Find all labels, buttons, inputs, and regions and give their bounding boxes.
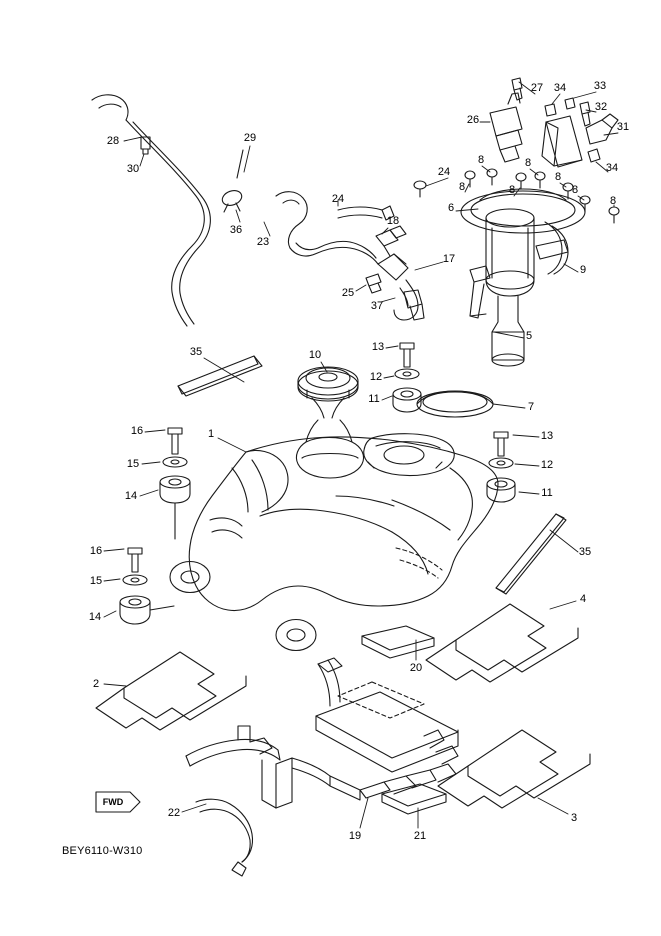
pad-3: [438, 730, 590, 808]
callout-number: 17: [442, 253, 456, 265]
callout-number: 32: [594, 101, 608, 113]
callout-number: 35: [578, 546, 592, 558]
tank-mount-lower: [120, 548, 174, 624]
damper-35-left: [178, 356, 262, 396]
damper-35-right: [496, 514, 566, 594]
callout-number: 20: [409, 662, 423, 674]
fuel-pipe-18: [338, 206, 406, 256]
callout-number: 14: [88, 611, 102, 623]
callout-number: 4: [579, 593, 587, 605]
pad-4: [426, 604, 578, 682]
callout-number: 33: [593, 80, 607, 92]
callout-number: 5: [525, 330, 533, 342]
callout-number: 8: [458, 181, 466, 193]
pad-2: [96, 652, 246, 730]
callout-number: 8: [477, 154, 485, 166]
callout-number: 22: [167, 807, 181, 819]
callout-number: 1: [207, 428, 215, 440]
callout-number: 29: [243, 132, 257, 144]
callout-number: 21: [413, 830, 427, 842]
callout-number: 15: [89, 575, 103, 587]
fuel-tank-cap: [298, 367, 358, 418]
tank-mount-upper: [160, 428, 190, 539]
callout-number: 15: [126, 458, 140, 470]
fuel-tank-body: [170, 420, 498, 651]
callout-number: 24: [437, 166, 451, 178]
callout-number: 31: [616, 121, 630, 133]
fwd-direction-label: FWD: [102, 797, 124, 807]
callout-number: 13: [371, 341, 385, 353]
callout-number: 7: [527, 401, 535, 413]
callout-number: 24: [331, 193, 345, 205]
bolt-stack-right: [487, 432, 515, 502]
callout-number: 8: [609, 195, 617, 207]
callout-number: 10: [308, 349, 322, 361]
callout-number: 36: [229, 224, 243, 236]
callout-number: 18: [386, 215, 400, 227]
frame-bracket-19: [186, 658, 458, 876]
callout-number: 30: [126, 163, 140, 175]
callout-number: 26: [466, 114, 480, 126]
callout-number: 25: [341, 287, 355, 299]
callout-number: 6: [447, 202, 455, 214]
pad-21: [382, 784, 446, 814]
leader-lines: [104, 82, 618, 828]
callout-number: 28: [106, 135, 120, 147]
callout-number: 8: [524, 157, 532, 169]
callout-number: 11: [368, 393, 380, 405]
callout-number: 8: [554, 171, 562, 183]
callout-number: 12: [369, 371, 383, 383]
callout-number: 16: [89, 545, 103, 557]
callout-number: 14: [124, 490, 138, 502]
callout-number: 3: [570, 812, 578, 824]
callout-number: 37: [370, 300, 384, 312]
pad-20: [362, 626, 434, 658]
bolt-stack-left: [393, 343, 421, 412]
callout-number: 27: [530, 82, 544, 94]
callout-number: 12: [540, 459, 554, 471]
fuel-hose-23: [276, 192, 424, 320]
callout-number: 11: [541, 487, 553, 499]
callout-number: 19: [348, 830, 362, 842]
callout-number: 34: [605, 162, 619, 174]
callout-number: 2: [92, 678, 100, 690]
diagram-part-code: BEY6110-W310: [62, 845, 143, 857]
breather-hose-assembly: [92, 95, 244, 326]
callout-number: 23: [256, 236, 270, 248]
callout-number: 16: [130, 425, 144, 437]
callout-number: 9: [579, 264, 587, 276]
callout-number: 35: [189, 346, 203, 358]
fuel-pump-assembly: [417, 189, 585, 417]
callout-number: 34: [553, 82, 567, 94]
callout-number: 8: [508, 184, 516, 196]
callout-number: 13: [540, 430, 554, 442]
callout-number: 8: [571, 184, 579, 196]
